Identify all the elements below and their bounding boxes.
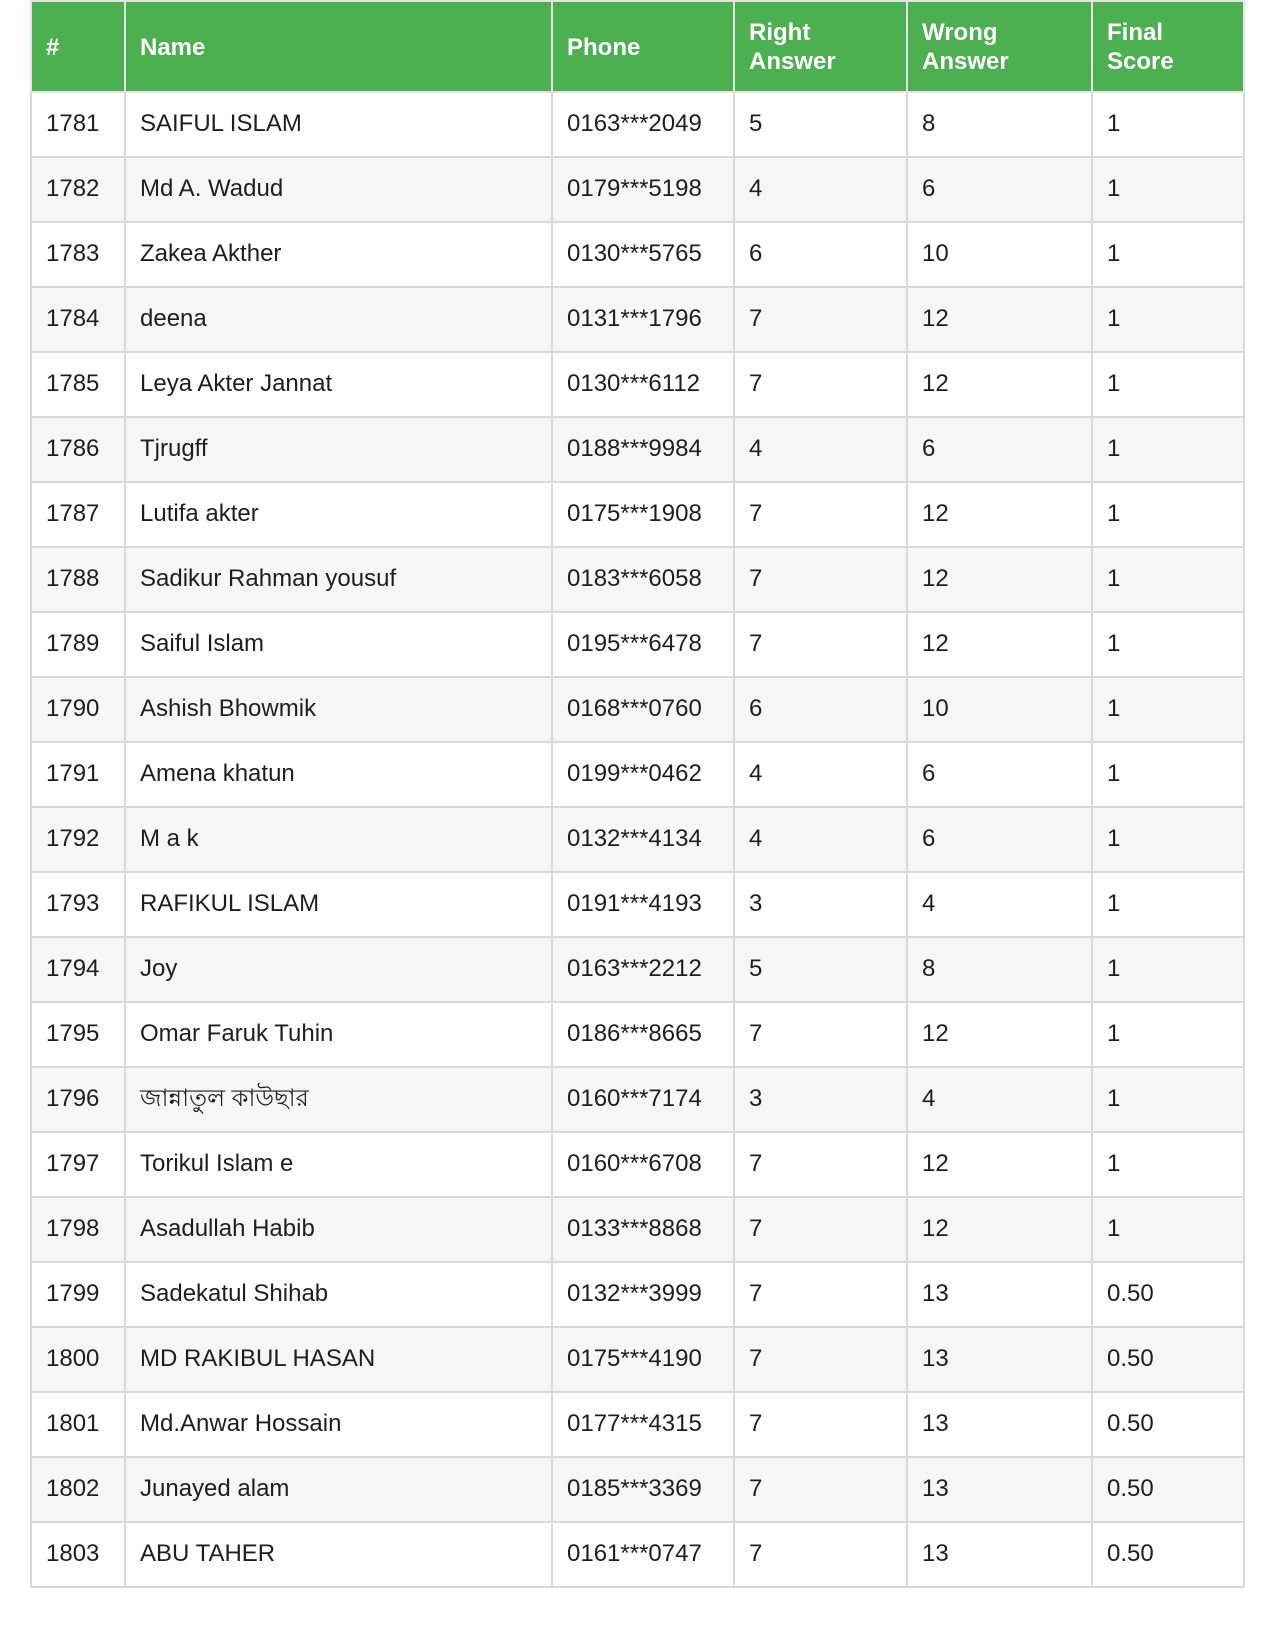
- cell-name: ABU TAHER: [125, 1522, 552, 1587]
- cell-index: 1801: [31, 1392, 125, 1457]
- cell-wrong-answer: 12: [907, 482, 1092, 547]
- cell-index: 1792: [31, 807, 125, 872]
- cell-index: 1785: [31, 352, 125, 417]
- cell-index: 1787: [31, 482, 125, 547]
- table-row: [31, 1327, 1244, 1392]
- cell-final-score: 1: [1092, 417, 1244, 482]
- cell-name: Sadikur Rahman yousuf: [125, 547, 552, 612]
- cell-phone: 0130***5765: [552, 222, 734, 287]
- cell-wrong-answer: 4: [907, 1067, 1092, 1132]
- cell-index: 1788: [31, 547, 125, 612]
- cell-name: Junayed alam: [125, 1457, 552, 1522]
- table-row: [31, 352, 1244, 417]
- cell-index: 1793: [31, 872, 125, 937]
- cell-name: Saiful Islam: [125, 612, 552, 677]
- column-header-right-answer: [734, 1, 907, 92]
- cell-name: deena: [125, 287, 552, 352]
- table-row: [31, 807, 1244, 872]
- cell-name: Asadullah Habib: [125, 1197, 552, 1262]
- table-row: [31, 287, 1244, 352]
- cell-phone: 0199***0462: [552, 742, 734, 807]
- cell-phone: 0160***7174: [552, 1067, 734, 1132]
- cell-index: 1791: [31, 742, 125, 807]
- column-header-phone: [552, 1, 734, 92]
- cell-right-answer: 3: [734, 1067, 907, 1132]
- table-row: [31, 612, 1244, 677]
- cell-index: 1794: [31, 937, 125, 1002]
- cell-wrong-answer: 6: [907, 742, 1092, 807]
- cell-final-score: 1: [1092, 1002, 1244, 1067]
- cell-right-answer: 5: [734, 937, 907, 1002]
- cell-right-answer: 7: [734, 547, 907, 612]
- cell-final-score: 1: [1092, 92, 1244, 157]
- cell-right-answer: 7: [734, 612, 907, 677]
- cell-index: 1795: [31, 1002, 125, 1067]
- column-header-label: Name: [140, 33, 206, 61]
- cell-wrong-answer: 6: [907, 157, 1092, 222]
- cell-wrong-answer: 6: [907, 417, 1092, 482]
- table-row: [31, 1522, 1244, 1587]
- cell-index: 1789: [31, 612, 125, 677]
- cell-name: SAIFUL ISLAM: [125, 92, 552, 157]
- cell-phone: 0185***3369: [552, 1457, 734, 1522]
- table-row: [31, 1262, 1244, 1327]
- cell-final-score: 1: [1092, 482, 1244, 547]
- column-header-final-score: [1092, 1, 1244, 92]
- table-row: [31, 872, 1244, 937]
- cell-right-answer: 6: [734, 222, 907, 287]
- cell-wrong-answer: 8: [907, 937, 1092, 1002]
- cell-wrong-answer: 13: [907, 1262, 1092, 1327]
- column-header-label: Wrong Answer: [922, 18, 1009, 75]
- cell-final-score: 1: [1092, 807, 1244, 872]
- cell-phone: 0163***2212: [552, 937, 734, 1002]
- cell-right-answer: 7: [734, 1392, 907, 1457]
- cell-phone: 0130***6112: [552, 352, 734, 417]
- cell-index: 1782: [31, 157, 125, 222]
- cell-final-score: 1: [1092, 287, 1244, 352]
- cell-final-score: 1: [1092, 1067, 1244, 1132]
- cell-index: 1786: [31, 417, 125, 482]
- cell-wrong-answer: 10: [907, 222, 1092, 287]
- table-row: [31, 547, 1244, 612]
- table-row: [31, 1392, 1244, 1457]
- cell-name: Tjrugff: [125, 417, 552, 482]
- table-row: [31, 1457, 1244, 1522]
- cell-name: জান্নাতুল কাউছার: [125, 1067, 552, 1132]
- table-row: [31, 1067, 1244, 1132]
- table-row: [31, 1002, 1244, 1067]
- cell-name: MD RAKIBUL HASAN: [125, 1327, 552, 1392]
- cell-final-score: 0.50: [1092, 1392, 1244, 1457]
- cell-name: Ashish Bhowmik: [125, 677, 552, 742]
- cell-wrong-answer: 12: [907, 1197, 1092, 1262]
- table-row: [31, 937, 1244, 1002]
- cell-name: Amena khatun: [125, 742, 552, 807]
- cell-right-answer: 5: [734, 92, 907, 157]
- cell-phone: 0132***4134: [552, 807, 734, 872]
- cell-wrong-answer: 12: [907, 612, 1092, 677]
- cell-wrong-answer: 13: [907, 1457, 1092, 1522]
- table-row: [31, 222, 1244, 287]
- table-row: [31, 1132, 1244, 1197]
- cell-index: 1784: [31, 287, 125, 352]
- header-row: [31, 1, 1244, 92]
- cell-phone: 0132***3999: [552, 1262, 734, 1327]
- column-header-index: [31, 1, 125, 92]
- cell-right-answer: 7: [734, 1197, 907, 1262]
- cell-final-score: 1: [1092, 677, 1244, 742]
- cell-name: Joy: [125, 937, 552, 1002]
- cell-index: 1803: [31, 1522, 125, 1587]
- column-header-label: Right Answer: [749, 18, 836, 75]
- cell-name: RAFIKUL ISLAM: [125, 872, 552, 937]
- cell-final-score: 1: [1092, 547, 1244, 612]
- cell-wrong-answer: 13: [907, 1392, 1092, 1457]
- column-header-label: Final Score: [1107, 18, 1174, 75]
- cell-final-score: 1: [1092, 222, 1244, 287]
- cell-right-answer: 7: [734, 1522, 907, 1587]
- cell-right-answer: 7: [734, 352, 907, 417]
- cell-phone: 0179***5198: [552, 157, 734, 222]
- cell-wrong-answer: 12: [907, 287, 1092, 352]
- cell-wrong-answer: 13: [907, 1327, 1092, 1392]
- cell-right-answer: 4: [734, 742, 907, 807]
- cell-phone: 0177***4315: [552, 1392, 734, 1457]
- cell-final-score: 1: [1092, 612, 1244, 677]
- column-header-label: #: [46, 33, 60, 61]
- cell-right-answer: 3: [734, 872, 907, 937]
- cell-phone: 0183***6058: [552, 547, 734, 612]
- cell-wrong-answer: 12: [907, 1002, 1092, 1067]
- cell-final-score: 1: [1092, 352, 1244, 417]
- cell-final-score: 1: [1092, 1132, 1244, 1197]
- cell-phone: 0175***1908: [552, 482, 734, 547]
- table-row: [31, 417, 1244, 482]
- table-row: [31, 677, 1244, 742]
- cell-index: 1783: [31, 222, 125, 287]
- column-header-label: Phone: [567, 33, 641, 61]
- cell-phone: 0191***4193: [552, 872, 734, 937]
- table-row: [31, 92, 1244, 157]
- cell-index: 1797: [31, 1132, 125, 1197]
- table-row: [31, 157, 1244, 222]
- cell-index: 1798: [31, 1197, 125, 1262]
- cell-name: Md A. Wadud: [125, 157, 552, 222]
- cell-wrong-answer: 4: [907, 872, 1092, 937]
- cell-name: M a k: [125, 807, 552, 872]
- cell-index: 1790: [31, 677, 125, 742]
- cell-phone: 0163***2049: [552, 92, 734, 157]
- cell-name: Leya Akter Jannat: [125, 352, 552, 417]
- cell-wrong-answer: 12: [907, 352, 1092, 417]
- cell-name: Md.Anwar Hossain: [125, 1392, 552, 1457]
- cell-wrong-answer: 8: [907, 92, 1092, 157]
- cell-phone: 0195***6478: [552, 612, 734, 677]
- cell-wrong-answer: 13: [907, 1522, 1092, 1587]
- cell-index: 1796: [31, 1067, 125, 1132]
- table-row: [31, 1197, 1244, 1262]
- cell-wrong-answer: 12: [907, 1132, 1092, 1197]
- cell-right-answer: 7: [734, 287, 907, 352]
- cell-name: Lutifa akter: [125, 482, 552, 547]
- cell-phone: 0161***0747: [552, 1522, 734, 1587]
- cell-final-score: 1: [1092, 937, 1244, 1002]
- cell-final-score: 0.50: [1092, 1522, 1244, 1587]
- column-header-name: [125, 1, 552, 92]
- cell-name: Omar Faruk Tuhin: [125, 1002, 552, 1067]
- table-row: [31, 482, 1244, 547]
- cell-name: Torikul Islam e: [125, 1132, 552, 1197]
- table-row: [31, 742, 1244, 807]
- cell-index: 1799: [31, 1262, 125, 1327]
- table-header: [31, 1, 1244, 92]
- column-header-wrong-answer: [907, 1, 1092, 92]
- cell-final-score: 0.50: [1092, 1327, 1244, 1392]
- cell-phone: 0175***4190: [552, 1327, 734, 1392]
- cell-name: Sadekatul Shihab: [125, 1262, 552, 1327]
- cell-wrong-answer: 12: [907, 547, 1092, 612]
- cell-final-score: 1: [1092, 157, 1244, 222]
- results-table: [30, 0, 1245, 1588]
- cell-right-answer: 7: [734, 1002, 907, 1067]
- cell-right-answer: 7: [734, 1132, 907, 1197]
- cell-index: 1781: [31, 92, 125, 157]
- cell-final-score: 0.50: [1092, 1262, 1244, 1327]
- cell-phone: 0168***0760: [552, 677, 734, 742]
- cell-phone: 0188***9984: [552, 417, 734, 482]
- cell-final-score: 1: [1092, 872, 1244, 937]
- cell-final-score: 0.50: [1092, 1457, 1244, 1522]
- cell-phone: 0160***6708: [552, 1132, 734, 1197]
- cell-phone: 0186***8665: [552, 1002, 734, 1067]
- cell-wrong-answer: 10: [907, 677, 1092, 742]
- table-body: [31, 92, 1244, 1587]
- cell-right-answer: 4: [734, 417, 907, 482]
- cell-phone: 0133***8868: [552, 1197, 734, 1262]
- cell-name: Zakea Akther: [125, 222, 552, 287]
- cell-right-answer: 6: [734, 677, 907, 742]
- cell-right-answer: 7: [734, 1262, 907, 1327]
- cell-wrong-answer: 6: [907, 807, 1092, 872]
- cell-right-answer: 7: [734, 482, 907, 547]
- cell-right-answer: 4: [734, 807, 907, 872]
- cell-right-answer: 7: [734, 1457, 907, 1522]
- cell-final-score: 1: [1092, 1197, 1244, 1262]
- cell-phone: 0131***1796: [552, 287, 734, 352]
- cell-right-answer: 4: [734, 157, 907, 222]
- cell-right-answer: 7: [734, 1327, 907, 1392]
- cell-final-score: 1: [1092, 742, 1244, 807]
- cell-index: 1802: [31, 1457, 125, 1522]
- cell-index: 1800: [31, 1327, 125, 1392]
